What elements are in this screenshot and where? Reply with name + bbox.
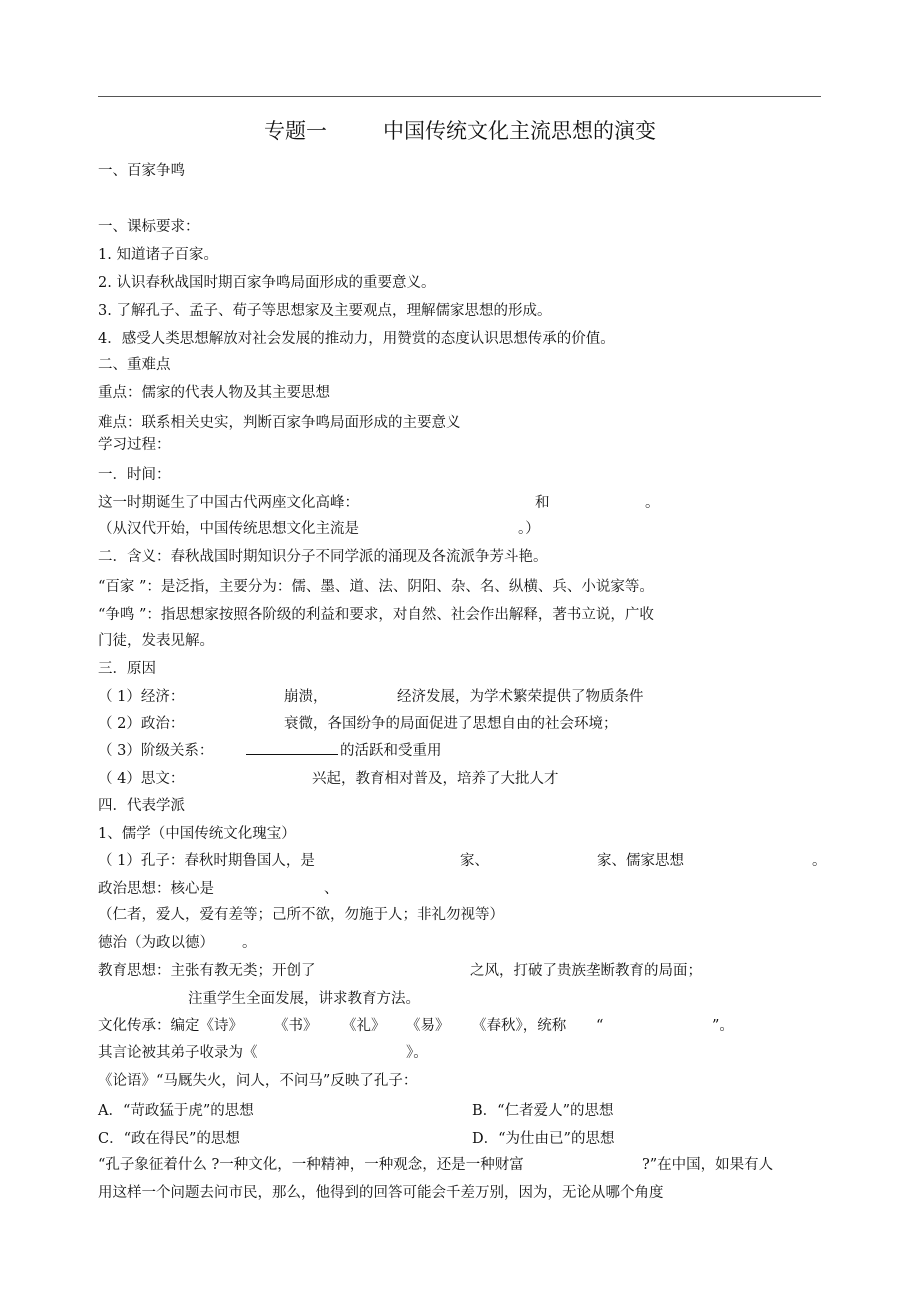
time-text: 这一时期诞生了中国古代两座文化高峰： bbox=[98, 495, 359, 511]
confucian-heading: 1、儒学（中国传统文化瑰宝） bbox=[98, 826, 296, 842]
schools-heading: 四．代表学派 bbox=[98, 798, 185, 814]
cause-culture-b: 兴起，教育相对普及，培养了大批人才 bbox=[312, 771, 559, 787]
option-d: D．“为仕由已”的思想 bbox=[472, 1131, 615, 1147]
process-line: 学习过程： bbox=[98, 437, 171, 453]
confucius-end: 。 bbox=[812, 853, 827, 869]
passage-line-2: 用这样一个问题去问市民，那么，他得到的回答可能会千差万别，因为，无论从哪个角度 bbox=[98, 1185, 664, 1201]
culture-line: 文化传承：编定《诗》 bbox=[98, 1018, 243, 1034]
culture-shu: 《书》 bbox=[274, 1018, 318, 1034]
cause-politics-b: 衰微，各国纷争的局面促进了思想自由的社会环境； bbox=[284, 716, 618, 732]
culture-quote-open: “ bbox=[596, 1018, 604, 1034]
confucius-jia-2: 家、儒家思想 bbox=[597, 853, 684, 869]
fill-blank bbox=[246, 742, 338, 755]
title-subject: 中国传统文化主流思想的演变 bbox=[383, 119, 656, 143]
education-line-1b: 之风，打破了贵族垄断教育的局面； bbox=[470, 963, 702, 979]
option-a: A．“苛政猛于虎”的思想 bbox=[98, 1103, 254, 1119]
title-topic: 专题一 bbox=[264, 119, 327, 143]
focus-line: 重点：儒家的代表人物及其主要思想 bbox=[98, 385, 330, 401]
baijia-line: “百家 ”：是泛指，主要分为：儒、墨、道、法、阴阳、杂、名、纵横、兵、小说家等。 bbox=[98, 579, 654, 595]
zhengming-line-2: 门徒，发表见解。 bbox=[98, 633, 214, 649]
politics-comma: 、 bbox=[324, 881, 339, 897]
culture-li: 《礼》 bbox=[342, 1018, 386, 1034]
cause-class-b: 的活跃和受重用 bbox=[340, 743, 442, 759]
cause-class-label: （ 3）阶级关系： bbox=[98, 743, 214, 759]
passage-line-1: “孔子象征着什么 ?一种文化，一种精神，一种观念，还是一种财富 bbox=[98, 1157, 524, 1173]
section-title: 一、百家争鸣 bbox=[98, 163, 185, 179]
option-c: C．“政在得民”的思想 bbox=[98, 1131, 240, 1147]
confucius-jia-1: 家、 bbox=[460, 853, 489, 869]
causes-heading: 三．原因 bbox=[98, 661, 156, 677]
cause-economy-c: 经济发展，为学术繁荣提供了物质条件 bbox=[397, 689, 644, 705]
time-line-2: （从汉代开始，中国传统思想文化主流是 bbox=[98, 521, 359, 537]
requirements-heading: 一、课标要求： bbox=[98, 219, 200, 235]
confucius-intro: （ 1）孔子：春秋时期鲁国人，是 bbox=[98, 853, 315, 869]
requirement-item: 4．感受人类思想解放对社会发展的推动力，用赞赏的态度认识思想传承的价值。 bbox=[98, 331, 615, 347]
time-and: 和 bbox=[535, 495, 550, 511]
option-b: B．“仁者爱人”的思想 bbox=[472, 1103, 614, 1119]
cause-culture-label: （ 4）思文： bbox=[98, 771, 185, 787]
requirement-item: 3. 了解孔子、孟子、荀子等思想家及主要观点，理解儒家思想的形成。 bbox=[98, 303, 552, 319]
header-rule bbox=[98, 96, 821, 97]
record-line: 其言论被其弟子收录为《 bbox=[98, 1045, 258, 1061]
requirement-item: 2. 认识春秋战国时期百家争鸣局面形成的重要意义。 bbox=[98, 275, 436, 291]
difficulty-line: 难点：联系相关史实，判断百家争鸣局面形成的主要意义 bbox=[98, 415, 461, 431]
education-line-1: 教育思想：主张有教无类；开创了 bbox=[98, 963, 316, 979]
page-title bbox=[0, 115, 920, 145]
zhengming-line-1: “争鸣 ”：指思想家按照各阶级的利益和要求，对自然、社会作出解释，著书立说，广收 bbox=[98, 607, 654, 623]
key-points-heading: 二、重难点 bbox=[98, 357, 171, 373]
record-end: 》。 bbox=[406, 1045, 428, 1061]
dezhi-line: 德治（为政以德） bbox=[98, 935, 214, 951]
cause-economy-b: 崩溃， bbox=[284, 689, 328, 705]
question-stem: 《论语》“马厩失火，问人，不问马”反映了孔子： bbox=[98, 1073, 418, 1089]
time-line-1 bbox=[98, 494, 359, 512]
cause-politics-label: （ 2）政治： bbox=[98, 716, 185, 732]
ren-note: （仁者，爱人，爱有差等；己所不欲，勿施于人；非礼勿视等） bbox=[98, 907, 504, 923]
culture-yi: 《易》 bbox=[406, 1018, 450, 1034]
meaning-heading: 二．含义：春秋战国时期知识分子不同学派的涌现及各流派争芳斗艳。 bbox=[98, 549, 548, 565]
time-line-2-end: 。） bbox=[518, 521, 540, 537]
cause-class-blank bbox=[246, 742, 442, 760]
culture-quote-close: ”。 bbox=[712, 1018, 734, 1034]
time-heading: 一．时间： bbox=[98, 467, 171, 483]
culture-chunqiu: 《春秋》，统称 bbox=[472, 1018, 567, 1034]
dezhi-end: 。 bbox=[242, 935, 257, 951]
cause-economy-label: （ 1）经济： bbox=[98, 689, 185, 705]
requirement-item: 1. 知道诸子百家。 bbox=[98, 247, 218, 263]
education-line-2: 注重学生全面发展，讲求教育方法。 bbox=[188, 991, 420, 1007]
passage-line-1b: ?”在中国，如果有人 bbox=[642, 1157, 774, 1173]
politics-line: 政治思想：核心是 bbox=[98, 881, 214, 897]
time-period: 。 bbox=[645, 495, 660, 511]
